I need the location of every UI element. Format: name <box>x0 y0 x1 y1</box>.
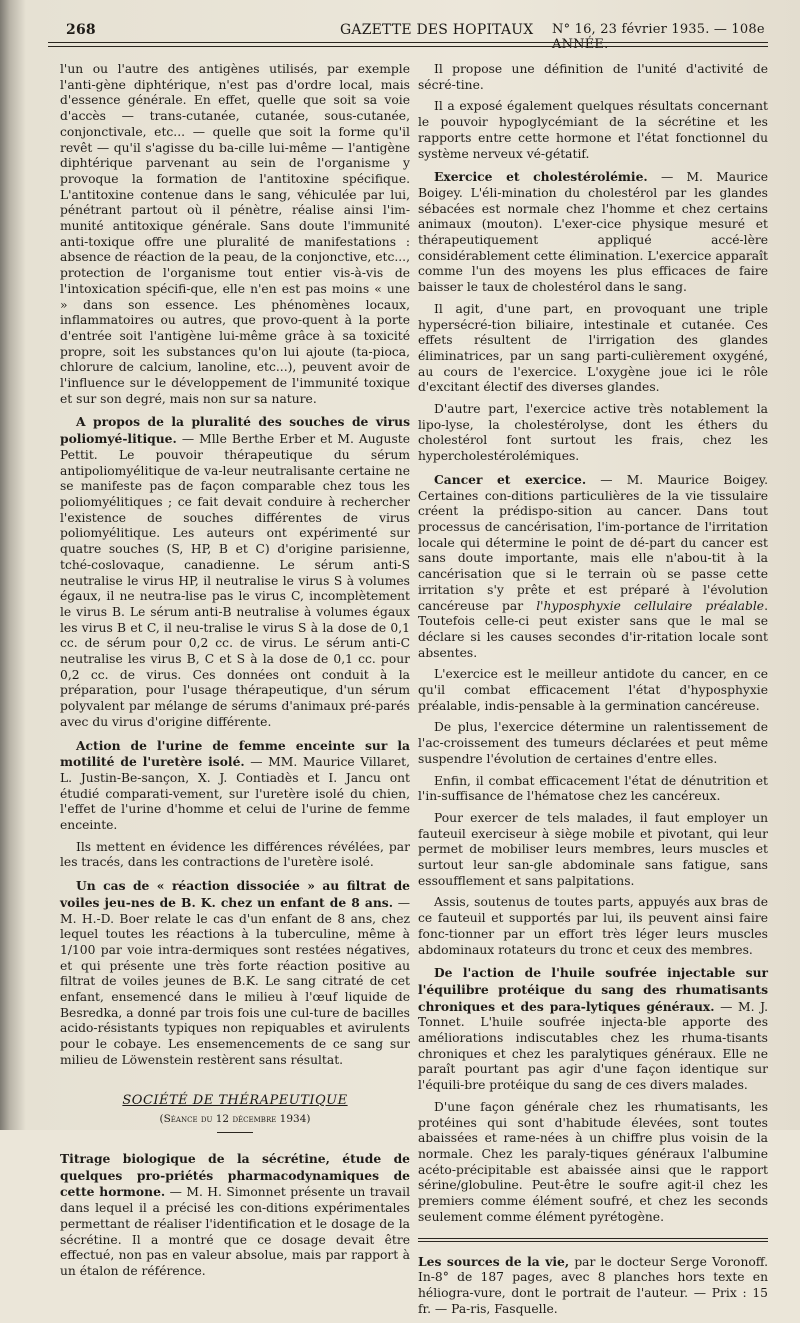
article-body: relate le cas d'un enfant de 8 ans, chez lequel toutes les réactions à la tuberculine, même à 1/100 par voie intra-dermiques sont restées négatives, et qui présente une très forte réaction positive au filtrat de voiles jeunes de B.K. Le sang citraté de cet enfant, ensemencé dans le milieu à l'œuf liquide de Besredka, a donné par trois fois une cul-ture de bacilles acido-résistants typiques non repiquables et avirulents pour le cobaye. Les ensemencements de ce sang sur milieu de Löwenstein restèrent sans résultat. <box>60 911 411 1067</box>
article-authors: — M. H.-D. Boer <box>60 895 410 926</box>
article-authors: — Mlle Berthe Erber et M. Auguste Pettit. <box>60 432 410 462</box>
article-body: présente un travail dans lequel il a précisé les con-ditions expérimentales permettant de réaliser l'identification et le dosage de la sécrétine. Il a montré que ce dosage devait être effectué, non pas en valeur absolue, mais par rapport à un étalon de référence. <box>60 1185 411 1278</box>
article-uretere <box>60 738 410 834</box>
article-authors: — M. Maurice Boigey. <box>418 170 769 200</box>
article-body: L'huile soufrée injecta-ble apporte des améliorations indiscutables chez les rhuma-tisants chroniques et chez les paralytiques généraux. Elle ne paraît pourtant pas agir d'une façon identique sur l'équili-bre protéique du sang de ces divers malades. <box>418 1015 768 1093</box>
article-title: Exercice et cholestérolémie. <box>434 169 648 185</box>
article-authors: — MM. Maurice Villaret, L. Justin-Be-sançon, X. J. Contiadès et I. Jancu <box>60 755 411 785</box>
paragraph: Pour exercer de tels malades, il faut employer un fauteuil exerciseur à siège mobile et pivotant, qui leur permet de mobiliser leurs membres, leurs muscles et surtout leur san-gle abdominale sans fatigue, sans essoufflement et sans palpitations. <box>418 810 768 888</box>
article-authors: — M. H. Simonnet <box>169 1185 286 1200</box>
article-body: ont étudié comparati-vement, sur l'uretère isolé du chien, l'effet de l'urine d'homme et celui de l'urine de femme enceinte. <box>60 770 410 833</box>
article-huile-soufree <box>418 965 768 1094</box>
article-cancer-exercice <box>418 472 768 661</box>
article-title: Action de l'urine de femme enceinte sur la motilité de l'uretère isolé. <box>60 737 410 770</box>
journal-title: GAZETTE DES HOPITAUX <box>340 22 534 38</box>
article-body: Certaines con-ditions particulières de la vie tissulaire créent la prédispo-sition au cancer. Dans tout processus de cancérisation, l'im-portance de l'irritation locale qui détermine le point de dé-part du cancer est sans doute importante, mais elle n'abou-tit à la cancérisation que si le terrain où se passe cette irritation s'y prête et est préparé à l'évolution cancéreuse par <box>418 488 768 613</box>
article-body-italic: l'hyposphyxie cellulaire préalable <box>536 598 765 613</box>
section-divider <box>418 1238 768 1242</box>
page-header <box>48 22 768 52</box>
book-review <box>418 1254 768 1318</box>
article-authors: — M. J. Tonnet. <box>418 999 769 1030</box>
article-authors: — M. Maurice Boigey. <box>600 472 768 487</box>
article-reaction-dissociee <box>60 878 410 1068</box>
paragraph: Il a exposé également quelques résultats concernant le pouvoir hypoglycémiant de la sécrétine et les rapports entre cette hormone et l'état fonctionnel du système nerveux vé-gétatif. <box>418 99 768 161</box>
book-details: par le docteur Serge Voronoff. In-8° de 187 pages, avec 8 planches hors texte en héliogra-vure, dont le portrait de l'auteur. — Prix : 15 fr. — Pa-ris, Fasquelle. <box>418 1254 768 1316</box>
book-title: Les sources de la vie, <box>418 1253 570 1269</box>
society-session: (Séance du 12 décembre 1934) <box>159 1113 311 1126</box>
issue-info: N° 16, 23 février 1935. — 108e ANNÉE. <box>552 22 765 52</box>
society-heading: SOCIÉTÉ DE THÉRAPEUTIQUE <box>122 1092 348 1108</box>
paragraph: D'une façon générale chez les rhumatisants, les protéines qui sont d'habitude élevées, sont toutes abaissées et rame-nées à un chiffre plus voisin de la normale. Chez les paraly-tiques généraux l'albumine acéto-précipitable est abaissée ainsi que le rapport sérine/globuline. Peut-être le soufre agit-il chez les premiers comme élément soufré, et chez les seconds seulement comme élément pyrétogène. <box>418 1099 768 1224</box>
header-rule <box>48 42 768 43</box>
article-body: Le pouvoir thérapeutique du sérum antipoliomyélitique de va-leur neutralisante certaine ne se manifeste pas de façon comparable chez tous les poliomyélitiques ; ce fait devait conduire à rechercher l'existence de souches différentes de virus poliomyélitique. Les auteurs ont expérimenté sur quatre souches (S, HP, B et C) d'origine parisienne, tché-coslovaque, canadienne. Le sérum anti-S neutralise le virus HP, il neutralise le virus S à volumes égaux, il ne neutra-lise pas le virus C, incomplètement le virus B. Le sérum anti-B neutralise à volumes égaux les virus B et C, il neu-tralise le virus S à la dose de 0,1 cc. de sérum pour 0,2 cc. de virus. Le sérum anti-C neutralise les virus B, C et S à la dose de 0,1 cc. pour 0,2 cc. de virus. Ces données ont conduit à la préparation, pour l'usage thérapeutique, d'un sérum polyvalent par mélange de sérums d'animaux pré-parés avec du virus d'origine différente. <box>60 447 410 729</box>
article-body: . Toutefois celle-ci peut exister sans que le mal se déclare si les causes secondes d'ir-ritation locale sont absentes. <box>418 598 768 660</box>
page-number: 268 <box>66 22 96 38</box>
right-column <box>418 62 768 1323</box>
paragraph: L'exercice est le meilleur antidote du cancer, en ce qu'il combat efficacement l'état d'hyposphyxie préalable, indis-pensable à la germination cancéreuse. <box>418 667 768 713</box>
article-title: De l'action de l'huile soufrée injectable sur l'équilibre protéique du sang des rhumatisants chroniques et des para-lytiques généraux. <box>418 965 768 1014</box>
article-title: A propos de la pluralité des souches de virus poliomyé-litique. <box>60 414 410 447</box>
paragraph: De plus, l'exercice détermine un ralentissement de l'ac-croissement des tumeurs déclarées et peut même suspendre l'évolution de certaines d'entre elles. <box>418 720 768 766</box>
paragraph: Assis, soutenus de toutes parts, appuyés aux bras de ce fauteuil et supportés par lui, ils peuvent ainsi faire fonc-tionner par un effort très léger leurs muscles abdominaux rotateurs du tronc et ceux des membres. <box>418 895 768 957</box>
paragraph: Enfin, il combat efficacement l'état de dénutrition et l'in-suffisance de l'hématose chez les cancéreux. <box>418 773 768 804</box>
paragraph: D'autre part, l'exercice active très notablement la lipo-lyse, la cholestérolyse, dont les éthers du cholestérol font surtout les frais, chez les hypercholestérolémiques. <box>418 402 768 464</box>
paragraph: Ils mettent en évidence les différences révélées, par les tracés, dans les contractions de l'uretère isolé. <box>60 839 410 870</box>
article-secretine <box>60 1151 410 1280</box>
paragraph: Il agit, d'une part, en provoquant une triple hypersécré-tion biliaire, intestinale et cutanée. Ces effets résultent de l'irrigation des glandes éliminatrices, par un sang parti-culièrement oxygéné, au cours de l'exercice. L'oxygène joue ici le rôle d'excitant électif des diverses glandes. <box>418 301 768 395</box>
article-title: Cancer et exercice. <box>434 471 587 487</box>
paragraph: l'un ou l'autre des antigènes utilisés, par exemple l'anti-gène diphtérique, n'est pas d'ordre local, mais d'essence générale. En effet, quelle que soit sa voie d'accès — trans-cutanée, cutanée, sous-cutanée, conjonctivale, etc... — quelle que soit la forme qu'il revêt — qu'il s'agisse du ba-cille lui-même — l'antigène diphtérique parvenant au sein de l'organisme y provoque la formation de l'antitoxine spécifique. L'antitoxine contenue dans le sang, véhiculée par lui, pénétrant partout où il pénètre, réalise ainsi l'im-munité antitoxique générale. Sans doute l'immunité anti-toxique offre une pluralité de manifestations : absence de réaction de la peau, de la conjonctive, etc..., protection de l'organisme tout entier vis-à-vis de l'intoxication spécifi-que, elle n'en est pas moins « une » dans son essence. Les phénomènes locaux, inflammatoires ou autres, que provo-quent à la porte d'entrée soit l'antigène lui-même grâce à sa toxicité propre, soit les substances qu'on lui ajoute (ta-pioca, chlorure de calcium, lanoline, etc...), peuvent avoir de l'influence sur le développement de l'immunité toxique et sur son degré, mais non sur sa nature. <box>60 62 410 406</box>
article-exercice-cholesterolemie <box>418 169 768 296</box>
article-title: Un cas de « réaction dissociée » au filtrat de voiles jeu-nes de B. K. chez un enfant de 8 ans. <box>60 878 410 910</box>
article-body: L'éli-mination du cholestérol par les glandes sébacées est normale chez l'homme et chez certains animaux (mouton). L'exer-cice physique mesuré et thérapeutiquement appliqué accé-lère considérablement cette élimination. L'exercice apparaît comme l'un des moyens les plus efficaces de faire baisser le taux de cholestérol dans le sang. <box>418 185 768 295</box>
header-rule-thin <box>48 46 768 47</box>
section-divider <box>217 1132 253 1133</box>
left-column <box>60 62 410 1286</box>
paragraph: Il propose une définition de l'unité d'activité de sécré-tine. <box>418 62 768 92</box>
article-title: Titrage biologique de la sécrétine, étude de quelques pro-priétés pharmacodynamiques de cette hormone. <box>60 1151 410 1200</box>
article-poliomyelitis <box>60 414 410 730</box>
